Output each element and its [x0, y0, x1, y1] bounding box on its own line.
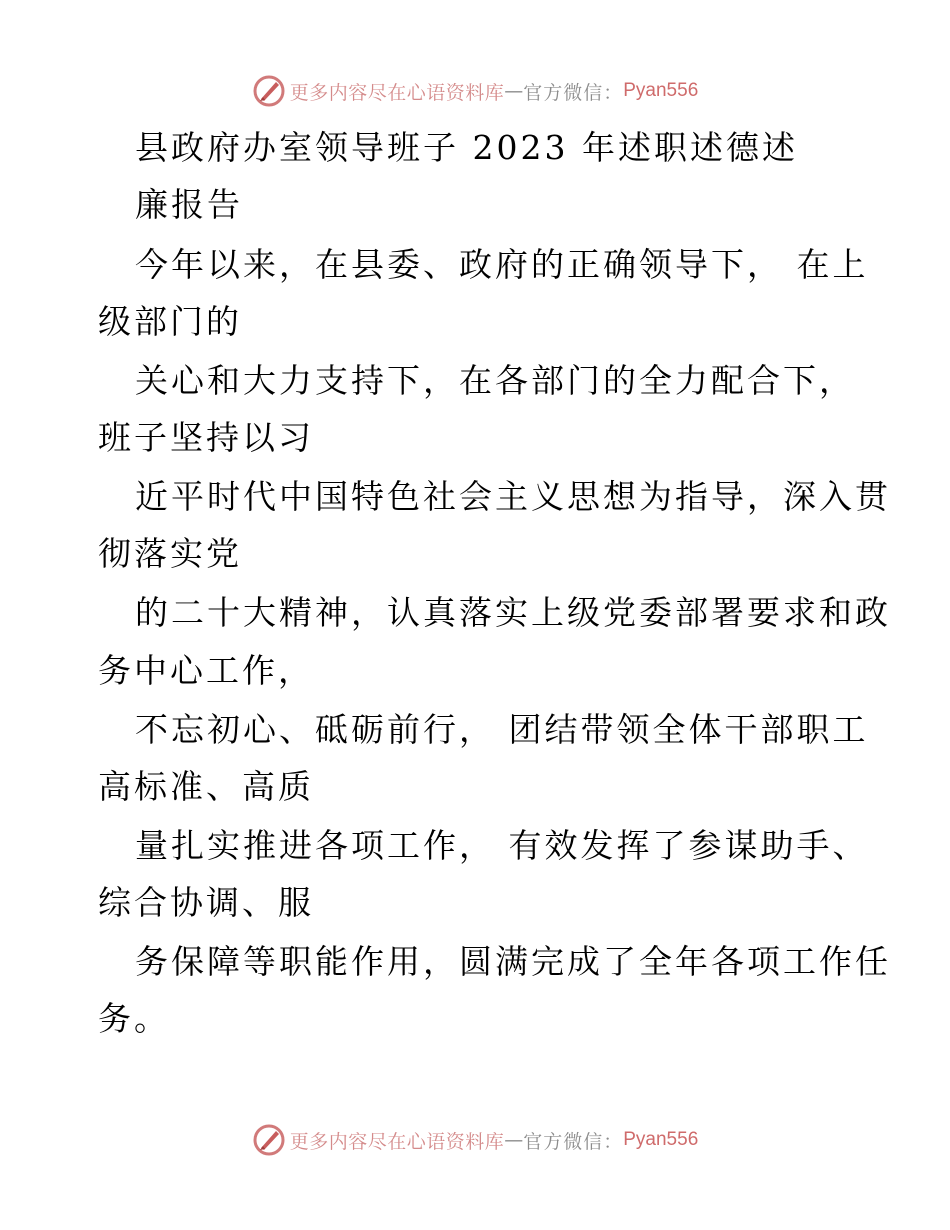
- watermark-dash: —: [504, 80, 524, 102]
- watermark-main-text: 更多内容尽在心语资料库: [289, 81, 505, 104]
- paragraph-line: 今年以来，在县委、政府的正确领导下， 在上: [135, 245, 869, 284]
- paragraph-line: 彻落实党: [98, 534, 242, 573]
- paragraph-line: 近平时代中国特色社会主义思想为指导，深入贯: [135, 477, 891, 516]
- paragraph-line: 不忘初心、砥砺前行， 团结带领全体干部职工: [135, 710, 869, 749]
- paragraph-line: 关心和大力支持下，在各部门的全力配合下，: [135, 361, 855, 400]
- watermark-wechat-label: 官方微信：: [523, 1130, 624, 1153]
- footer-watermark: [0, 1120, 950, 1160]
- watermark-wechat-id: Pyan556: [623, 80, 699, 101]
- paragraph-line: 务。: [98, 999, 170, 1038]
- title-line-1: 县政府办室领导班子 2023 年述职述德述: [135, 128, 798, 167]
- paragraph-line: 务中心工作，: [98, 651, 314, 690]
- title-line-2: 廉报告: [135, 185, 243, 224]
- paragraph-line: 量扎实推进各项工作， 有效发挥了参谋助手、: [135, 826, 869, 865]
- watermark-dash: —: [504, 1129, 524, 1151]
- watermark-wechat-id: Pyan556: [623, 1129, 699, 1150]
- quill-pen-circle-icon: [252, 1123, 286, 1157]
- watermark-wechat-label: 官方微信：: [523, 81, 624, 104]
- paragraph-line: 级部门的: [98, 302, 242, 341]
- paragraph-line: 务保障等职能作用，圆满完成了全年各项工作任: [135, 942, 891, 981]
- header-watermark: [0, 71, 950, 111]
- paragraph-line: 综合协调、服: [98, 883, 314, 922]
- paragraph-line: 班子坚持以习: [98, 418, 314, 457]
- paragraph-line: 高标准、高质: [98, 767, 314, 806]
- quill-pen-circle-icon: [252, 74, 286, 108]
- watermark-main-text: 更多内容尽在心语资料库: [289, 1130, 505, 1153]
- paragraph-line: 的二十大精神，认真落实上级党委部署要求和政: [135, 593, 891, 632]
